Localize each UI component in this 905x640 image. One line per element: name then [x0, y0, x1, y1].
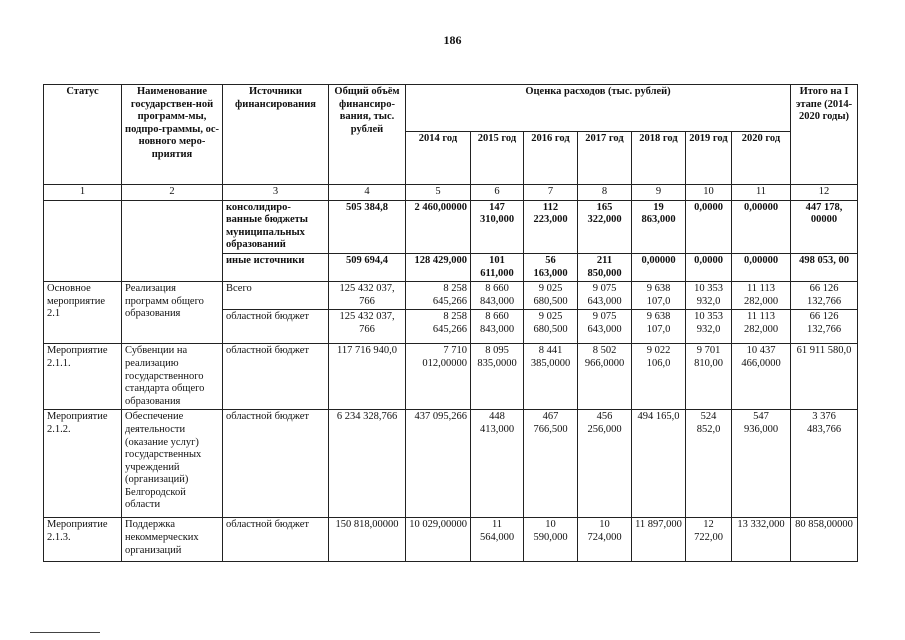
row-source: областной бюджет	[223, 310, 329, 344]
header-estimate: Оценка расходов (тыс. рублей)	[406, 85, 791, 132]
row-year-value: 10 724,000	[578, 518, 632, 562]
table-row	[44, 200, 858, 253]
column-index: 7	[524, 185, 578, 201]
row-year-value: 448 413,000	[471, 410, 524, 518]
header-total: Общий объём финансиро-вания, тыс. рублей	[329, 85, 406, 185]
table-row	[44, 344, 858, 410]
row-year-value: 8 660 843,000	[471, 310, 524, 344]
row-year-value: 9 025 680,500	[524, 310, 578, 344]
row-total: 6 234 328,766	[329, 410, 406, 518]
row-year-value: 547 936,000	[732, 410, 791, 518]
row-year-value: 101 611,000	[471, 253, 524, 281]
column-index: 11	[732, 185, 791, 201]
row-year-value: 13 332,000	[732, 518, 791, 562]
column-index: 10	[686, 185, 732, 201]
row-year-value: 10 437 466,0000	[732, 344, 791, 410]
row-stage-total: 66 126 132,766	[791, 282, 858, 310]
header-status: Статус	[44, 85, 122, 185]
header-year: 2019 год	[686, 132, 732, 185]
row-year-value: 12 722,00	[686, 518, 732, 562]
row-status: Мероприятие 2.1.3.	[44, 518, 122, 562]
row-year-value: 9 638 107,0	[632, 310, 686, 344]
row-year-value: 19 863,000	[632, 200, 686, 253]
column-index: 6	[471, 185, 524, 201]
row-total: 150 818,00000	[329, 518, 406, 562]
column-index: 9	[632, 185, 686, 201]
row-year-value: 9 075 643,000	[578, 282, 632, 310]
row-year-value: 437 095,266	[406, 410, 471, 518]
row-year-value: 147 310,000	[471, 200, 524, 253]
row-source: областной бюджет	[223, 410, 329, 518]
row-total: 125 432 037, 766	[329, 282, 406, 310]
row-year-value: 10 353 932,0	[686, 310, 732, 344]
row-name: Реализация программ общего образования	[122, 282, 223, 344]
row-year-value: 8 660 843,000	[471, 282, 524, 310]
table-row	[44, 410, 858, 518]
row-year-value: 0,00000	[732, 253, 791, 281]
row-status: Основное мероприятие 2.1	[44, 282, 122, 344]
column-index: 3	[223, 185, 329, 201]
budget-table	[43, 84, 858, 562]
header-sources: Источники финансирования	[223, 85, 329, 185]
row-source: областной бюджет	[223, 518, 329, 562]
row-year-value: 2 460,00000	[406, 200, 471, 253]
row-year-value: 165 322,000	[578, 200, 632, 253]
row-year-value: 0,00000	[632, 253, 686, 281]
column-index: 12	[791, 185, 858, 201]
page-number: 186	[443, 33, 462, 47]
row-year-value: 0,0000	[686, 253, 732, 281]
row-year-value: 8 258 645,266	[406, 310, 471, 344]
row-year-value: 524 852,0	[686, 410, 732, 518]
column-index: 5	[406, 185, 471, 201]
row-name: Обеспечение деятельности (оказание услуг) государственных учреждений (организаций) Белгородской области	[122, 410, 223, 518]
row-stage-total: 447 178, 00000	[791, 200, 858, 253]
column-index: 2	[122, 185, 223, 201]
row-year-value: 9 025 680,500	[524, 282, 578, 310]
row-year-value: 11 897,000	[632, 518, 686, 562]
row-year-value: 8 502 966,0000	[578, 344, 632, 410]
header-year: 2015 год	[471, 132, 524, 185]
row-stage-total: 498 053, 00	[791, 253, 858, 281]
column-index: 4	[329, 185, 406, 201]
header-year: 2017 год	[578, 132, 632, 185]
row-year-value: 112 223,000	[524, 200, 578, 253]
row-year-value: 8 095 835,0000	[471, 344, 524, 410]
row-year-value: 10 029,00000	[406, 518, 471, 562]
row-year-value: 467 766,500	[524, 410, 578, 518]
header-name: Наименование государствен-ной программ-мы, подпро-граммы, ос-новного меро-приятия	[122, 85, 223, 185]
row-year-value: 456 256,000	[578, 410, 632, 518]
row-status: Мероприятие 2.1.1.	[44, 344, 122, 410]
row-source: Всего	[223, 282, 329, 310]
row-stage-total: 61 911 580,0	[791, 344, 858, 410]
header-year: 2020 год	[732, 132, 791, 185]
header-year: 2014 год	[406, 132, 471, 185]
row-year-value: 11 113 282,000	[732, 310, 791, 344]
row-year-value: 128 429,000	[406, 253, 471, 281]
row-stage-total: 3 376 483,766	[791, 410, 858, 518]
row-stage-total: 66 126 132,766	[791, 310, 858, 344]
row-year-value: 9 075 643,000	[578, 310, 632, 344]
row-name	[122, 200, 223, 282]
row-year-value: 494 165,0	[632, 410, 686, 518]
row-year-value: 8 258 645,266	[406, 282, 471, 310]
row-year-value: 10 590,000	[524, 518, 578, 562]
row-year-value: 8 441 385,0000	[524, 344, 578, 410]
column-index: 1	[44, 185, 122, 201]
row-year-value: 0,00000	[732, 200, 791, 253]
column-index-row	[44, 185, 858, 201]
row-total: 117 716 940,0	[329, 344, 406, 410]
row-status	[44, 200, 122, 282]
row-source: областной бюджет	[223, 344, 329, 410]
row-year-value: 9 638 107,0	[632, 282, 686, 310]
row-total: 505 384,8	[329, 200, 406, 253]
row-status: Мероприятие 2.1.2.	[44, 410, 122, 518]
row-name: Поддержка некоммерческих организаций	[122, 518, 223, 562]
header-stage-total: Итого на I этапе (2014-2020 годы)	[791, 85, 858, 185]
table-row	[44, 282, 858, 310]
row-year-value: 56 163,000	[524, 253, 578, 281]
row-year-value: 211 850,000	[578, 253, 632, 281]
row-total: 509 694,4	[329, 253, 406, 281]
header-year: 2016 год	[524, 132, 578, 185]
header-year: 2018 год	[632, 132, 686, 185]
row-year-value: 7 710 012,00000	[406, 344, 471, 410]
row-source: иные источники	[223, 253, 329, 281]
table-row	[44, 518, 858, 562]
footnote-rule	[30, 632, 100, 633]
row-year-value: 11 113 282,000	[732, 282, 791, 310]
row-year-value: 9 701 810,00	[686, 344, 732, 410]
row-year-value: 9 022 106,0	[632, 344, 686, 410]
row-year-value: 11 564,000	[471, 518, 524, 562]
row-stage-total: 80 858,00000	[791, 518, 858, 562]
row-year-value: 0,0000	[686, 200, 732, 253]
row-total: 125 432 037, 766	[329, 310, 406, 344]
row-year-value: 10 353 932,0	[686, 282, 732, 310]
row-source: консолидиро-ванные бюджеты муниципальных образований	[223, 200, 329, 253]
column-index: 8	[578, 185, 632, 201]
row-name: Субвенции на реализацию государственного стандарта общего образования	[122, 344, 223, 410]
